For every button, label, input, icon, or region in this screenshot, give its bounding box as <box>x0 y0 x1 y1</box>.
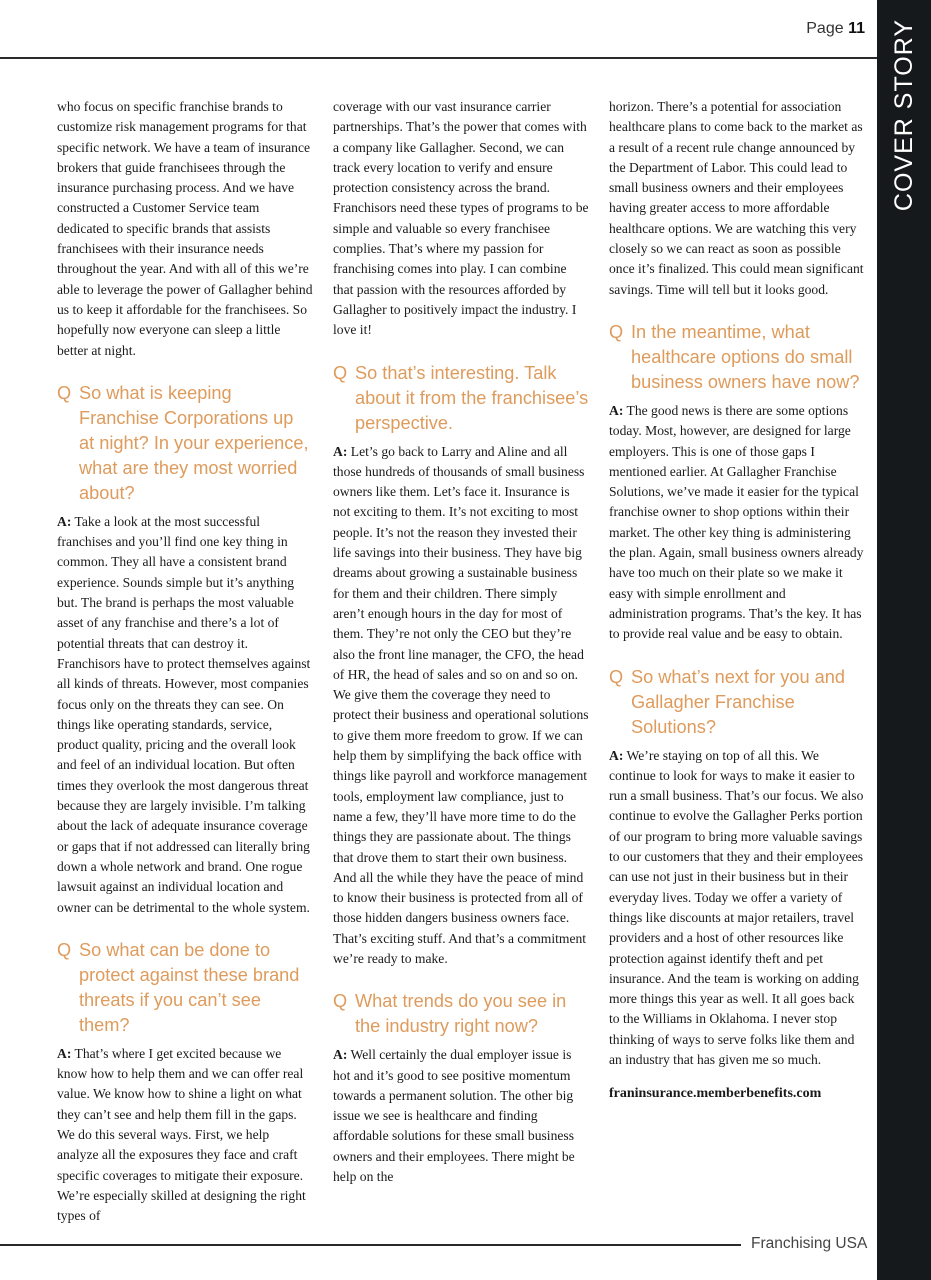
answer-text: We’re staying on top of all this. We continue to look for ways to make it easier to run a small business. That’s our focus. We also continue to evolve the Gallagher Perks portion of our program to bring more valuable savings to our customers that they and their employees can use not just in their business but in their everyday lives. Today we offer a variety of things like discounts at major retailers, travel providers and a host of other resources like protection against identify theft and pet insurance. And the team is working on adding more things this year as well. It all goes back to the Williams in Oklahoma. I never stop thinking of ways to serve folks like them and an industry that has given me so much. <box>609 747 864 1067</box>
section-band <box>877 0 931 1280</box>
question-marker: Q <box>57 382 72 403</box>
answer <box>333 1045 589 1187</box>
answer-text: Take a look at the most successful franchises and you’ll find one key thing in common. They all have a consistent brand experience. Sounds simple but it’s anything but. The brand is perhaps the most valuable asset of any franchise and there’s a lot of potential threats that can destroy it. Franchisors have to protect themselves against all kinds of threats. However, most companies focus only on the threats they can see. On things like operating standards, service, product quality, pricing and the overall look and feel of an individual location. But often times they overlook the most dangerous threat because they are largely invisible. I’m talking about the lack of adequate insurance coverage or gaps that if not addressed can literally bring down a whole network and brand. One rogue lawsuit against an individual location and owner can be detrimental to the whole system. <box>57 513 311 915</box>
section-label <box>877 20 931 210</box>
question-marker: Q <box>333 991 348 1012</box>
question-text: So what can be done to protect against these brand threats if you can’t see them? <box>79 939 300 1035</box>
question <box>609 665 865 740</box>
answer <box>57 1044 313 1227</box>
question <box>333 989 589 1039</box>
question <box>57 381 313 506</box>
answer-marker: A: <box>609 402 624 418</box>
publication-name: Franchising USA <box>751 1235 868 1252</box>
question-marker: Q <box>57 939 72 960</box>
answer-marker: A: <box>333 443 348 459</box>
answer-text: Well certainly the dual employer issue is hot and it’s good to see positive momentum towards a permanent solution. The other big issue we see is healthcare and finding affordable solutions for these small business owners and their employees. There might be help on the <box>333 1047 575 1185</box>
answer <box>57 512 313 918</box>
top-divider <box>0 57 877 59</box>
question-marker: Q <box>609 321 624 342</box>
page-label: Page <box>806 20 844 37</box>
bottom-divider <box>0 1244 741 1246</box>
question <box>609 320 865 395</box>
question-text: What trends do you see in the industry right now? <box>355 991 567 1037</box>
question-text: So what’s next for you and Gallagher Franchise Solutions? <box>631 666 846 737</box>
page-number <box>806 20 865 38</box>
answer <box>609 401 865 645</box>
question-text: So that’s interesting. Talk about it from the franchisee’s perspective. <box>355 362 589 433</box>
paragraph: horizon. There’s a potential for association healthcare plans to come back to the market as a result of a recent rule change announced by the Department of Labor. This could lead to small business owners and their employees having greater access to more affordable healthcare options. We are watching this very closely so we can react as soon as possible once it’s finalized. This could mean significant savings. Time will tell but it looks good. <box>609 99 864 297</box>
answer-text: The good news is there are some options today. Most, however, are designed for large employers. This is one of those gaps I mentioned earlier. At Gallagher Franchise Solutions, we’ve made it easier for the typical franchise owner to shop options within their market. The other key thing is administering the plan. Again, small business owners already have too much on their plate so we make it easy with simple enrollment and administration programs. That’s the key. It has to provide real value and be easy to obtain. <box>609 402 864 642</box>
article-column-3 <box>609 97 865 1119</box>
answer <box>609 746 865 1071</box>
section-title: COVER STORY <box>889 18 918 212</box>
answer <box>333 442 589 970</box>
article-column-2 <box>333 97 589 1201</box>
paragraph: who focus on specific franchise brands to customize risk management programs for that specific network. We have a team of insurance brokers that guide franchisees through the insurance purchasing process. And we have constructed a Customer Service team dedicated to specific brands that assists franchisees with their insurance needs throughout the year. And with all of this we’re able to leverage the power of Gallagher behind us to keep it affordable for the franchisees. So hopefully now everyone can sleep a little better at night. <box>57 99 313 358</box>
page-number-value: 11 <box>848 20 865 37</box>
answer-marker: A: <box>333 1047 348 1063</box>
answer-marker: A: <box>57 513 72 529</box>
answer-text: That’s where I get excited because we know how to help them and we can offer real value. We know how to shine a light on what they can’t see and help them fill in the gaps. We do this several ways. First, we help analyze all the exposures they face and craft specific coverages to mitigate their exposure. We’re especially skilled at designing the right types of <box>57 1045 306 1224</box>
answer-text: Let’s go back to Larry and Aline and all those hundreds of thousands of small business owners like them. Let’s face it. Insurance is not exciting to them. It’s not exciting to most people. It’s not the reason they invested their life savings into their business. They have big dreams about growing a sustainable business for them and their children. There simply aren’t enough hours in the day for most of them. They’re not only the CEO but they’re also the front line manager, the CFO, the head of HR, the head of sales and so on and so on. We give them the coverage they need to protect their business and operational solutions to give them more freedom to grow. If we can help them by simplifying the back office with things like payroll and workforce management tools, employment law compliance, just to name a few, they’ll have more time to do the things they are passionate about. The things that drove them to start their own business. And all the while they have the peace of mind to know their business is protected from all of those hidden dangers business owners face. That’s exciting stuff. And that’s a commitment we’re ready to make. <box>333 443 589 966</box>
question-text: So what is keeping Franchise Corporations up at night? In your experience, what are they most worried about? <box>79 382 309 503</box>
question-marker: Q <box>333 362 348 383</box>
website-link[interactable]: franinsurance.memberbenefits.com <box>609 1086 822 1102</box>
paragraph: coverage with our vast insurance carrier partnerships. That’s the power that comes with a company like Gallagher. Second, we can track every location to verify and ensure protection consistency across the brand. Franchisors need these types of programs to be simple and valuable so every franchisee complies. That’s where my passion for franchising comes into play. I can combine that passion with the resources afforded by Gallagher to positively impact the industry. I love it! <box>333 99 589 338</box>
question <box>333 361 589 436</box>
answer-marker: A: <box>57 1045 72 1061</box>
answer-marker: A: <box>609 747 624 763</box>
article-column-1 <box>57 97 313 1240</box>
question <box>57 938 313 1038</box>
question-marker: Q <box>609 666 624 687</box>
question-text: In the meantime, what healthcare options do small business owners have now? <box>631 321 860 392</box>
